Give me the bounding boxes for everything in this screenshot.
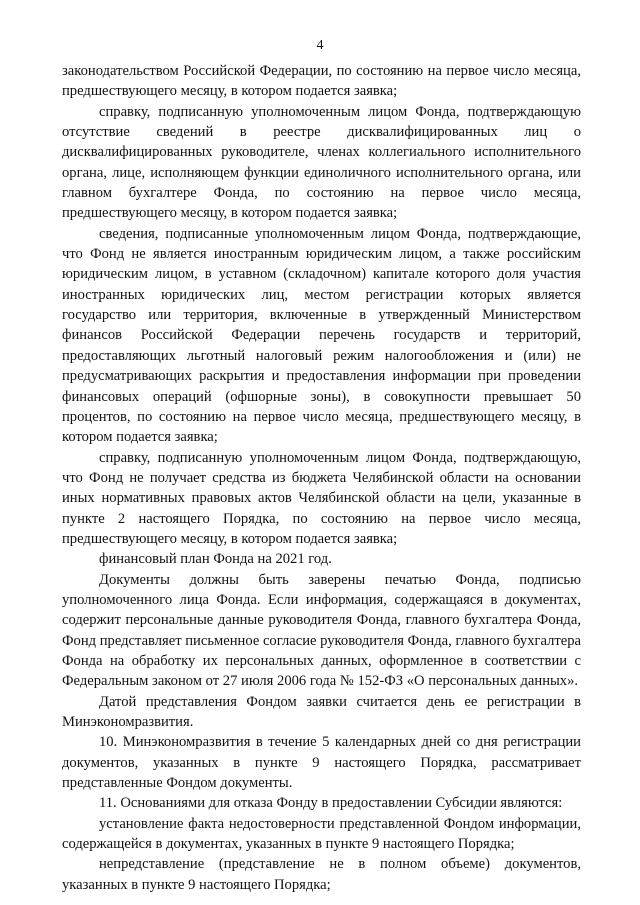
document-body bbox=[62, 61, 581, 895]
paragraph-continuation: законодательством Российской Федерации, по состоянию на первое число месяца, предшествующего месяцу, в котором подается заявка; bbox=[62, 63, 581, 100]
paragraph-document-certification: Документы должны быть заверены печатью Фонда, подписью уполномоченного лица Фонда. Если информация, содержащаяся в документах, содержит персональные данные руководителя Фонда, главного бухгалтера Фонда, Фонд представляет письменное согласие руководителя Фонда, главного бухгалтера Фонда на обработку их персональных данных, оформленное в соответствии с Федеральным законом от 27 июля 2006 года № 152-ФЗ «О персональных данных». bbox=[62, 571, 581, 690]
paragraph-no-budget-funds-certificate: справку, подписанную уполномоченным лицом Фонда, подтверждающую, что Фонд не получает средства из бюджета Челябинской области на основании иных нормативных правовых актов Челябинской области на цели, указанные в пункте 2 настоящего Порядка, по состоянию на первое число месяца, предшествующего месяцу, в котором подается заявка; bbox=[62, 449, 581, 547]
paragraph-disqualified-registry-certificate: справку, подписанную уполномоченным лицом Фонда, подтверждающую отсутствие сведений в реестре дисквалифицированных лиц о дисквалифицированных руководителе, членах коллегиального исполнительного органа, лице, исполняющем функции единоличного исполнительного органа, или главном бухгалтере Фонда, по состоянию на первое число месяца, предшествующего месяцу, в котором подается заявка; bbox=[62, 103, 581, 222]
paragraph-refusal-ground-missing-documents: непредставление (представление не в полном объеме) документов, указанных в пункте 9 настоящего Порядка; bbox=[62, 856, 581, 893]
paragraph-item-11: 11. Основаниями для отказа Фонду в предоставлении Субсидии являются: bbox=[99, 795, 563, 812]
page-number: 4 bbox=[316, 38, 324, 53]
paragraph-foreign-entity-statement: сведения, подписанные уполномоченным лицом Фонда, подтверждающие, что Фонд не является иностранным юридическим лицом, а также российским юридическим лицом, в уставном (складочном) капитале которого доля участия иностранных юридических лиц, местом регистрации которых является государство или территория, включенные в утвержденный Министерством финансов Российской Федерации перечень государств и территорий, предоставляющих льготный налоговый режим налогообложения и (или) не предусматривающих раскрытия и предоставления информации при проведении финансовых операций (офшорные зоны), в совокупности превышает 50 процентов, по состоянию на первое число месяца, предшествующего месяцу, в котором подается заявка; bbox=[62, 225, 581, 446]
paragraph-registration-date: Датой представления Фондом заявки считается день ее регистрации в Минэкономразвития. bbox=[62, 693, 581, 730]
paragraph-financial-plan: финансовый план Фонда на 2021 год. bbox=[99, 551, 332, 568]
paragraph-item-10: 10. Минэкономразвития в течение 5 календарных дней со дня регистрации документов, указанных в пункте 9 настоящего Порядка, рассматривает представленные Фондом документы. bbox=[62, 734, 581, 792]
paragraph-refusal-ground-inaccuracy: установление факта недостоверности представленной Фондом информации, содержащейся в документах, указанных в пункте 9 настоящего Порядка; bbox=[62, 815, 581, 853]
